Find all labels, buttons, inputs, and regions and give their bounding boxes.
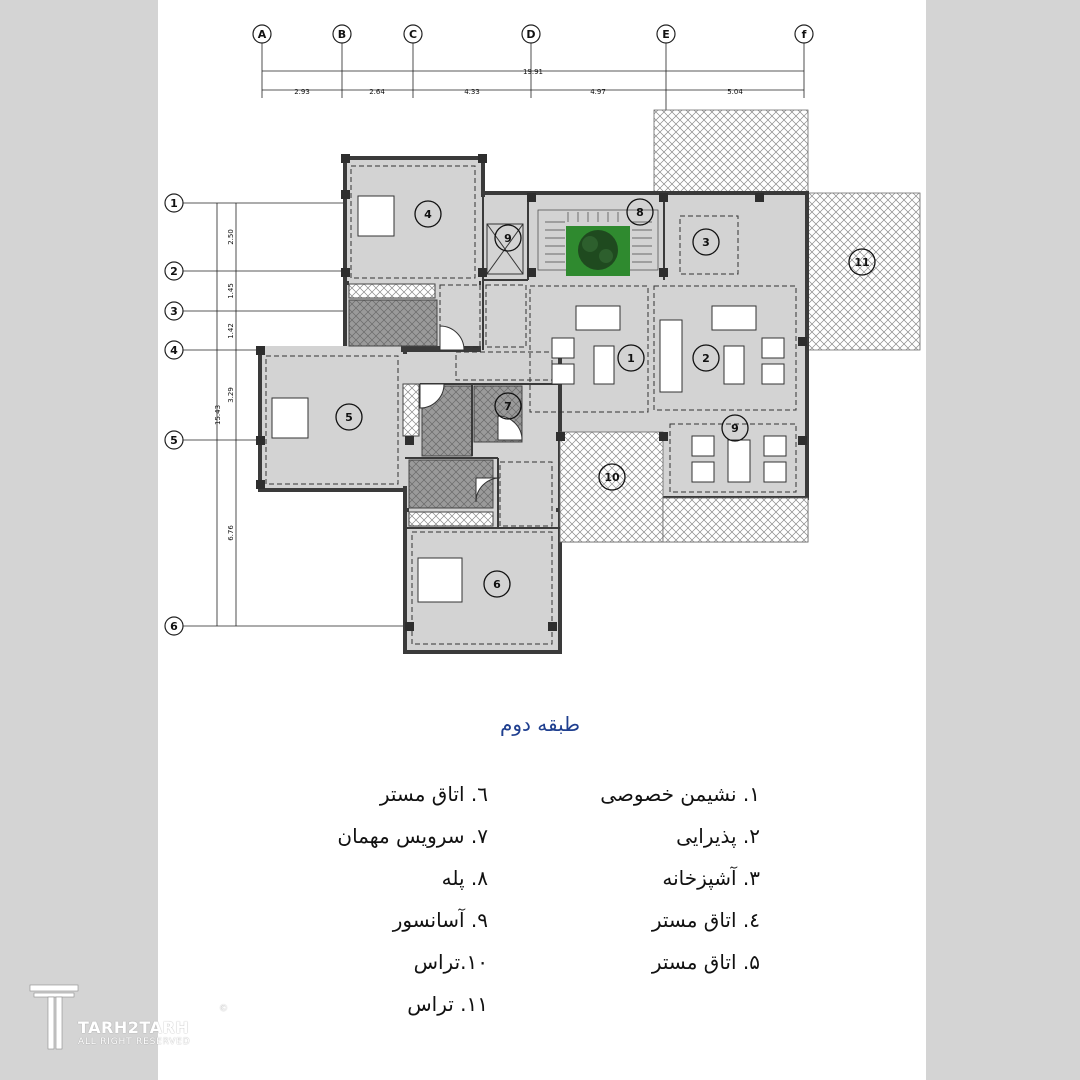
building-floor bbox=[260, 158, 807, 652]
axis-d: D bbox=[526, 28, 536, 41]
courtyard-tree bbox=[566, 226, 630, 276]
room-6-label: 6 bbox=[493, 578, 501, 591]
axis-3: 3 bbox=[170, 305, 178, 318]
legend-item: ۱۱. تراس bbox=[407, 992, 488, 1016]
room-2-label: 2 bbox=[702, 352, 710, 365]
dim-seg-4: 4.97 bbox=[590, 88, 606, 96]
room-8-label: 8 bbox=[636, 206, 644, 219]
axis-e: E bbox=[662, 28, 670, 41]
terrace-10-hatch-strip bbox=[663, 498, 808, 542]
dim-seg-2: 2.64 bbox=[369, 88, 385, 96]
dim-total-vertical: 15.43 bbox=[214, 404, 222, 426]
copyright-icon: © bbox=[219, 1004, 228, 1014]
axis-f: f bbox=[801, 28, 807, 41]
axis-b: B bbox=[337, 28, 347, 41]
axis-2: 2 bbox=[170, 265, 178, 278]
legend-left-column bbox=[270, 773, 488, 1025]
logo-name: TARH2TARH bbox=[78, 1018, 190, 1037]
legend-item: ۱. نشیمن خصوصی bbox=[600, 782, 760, 806]
room-11-label: 11 bbox=[854, 256, 870, 269]
room-5-label: 5 bbox=[345, 411, 353, 424]
legend-item: ٤. اتاق مستر bbox=[651, 908, 760, 932]
dim-total-horizontal: 19.91 bbox=[522, 68, 544, 76]
legend-right-column bbox=[520, 773, 760, 983]
legend-item: ۷. سرویس مهمان bbox=[337, 824, 488, 848]
room-9-elevator-label: 9 bbox=[504, 232, 512, 245]
logo-tagline: ALL RIGHT RESERVED bbox=[78, 1037, 191, 1047]
dim-seg-5: 5.04 bbox=[727, 88, 743, 96]
legend-item: ۸. پله bbox=[441, 866, 488, 890]
dim-seg-1: 2.93 bbox=[294, 88, 310, 96]
room-9-dining-label: 9 bbox=[731, 422, 739, 435]
room-7-label: 7 bbox=[504, 400, 512, 413]
legend-item: ۳. آشپزخانه bbox=[662, 866, 760, 890]
legend-item: ۱۰.تراس bbox=[413, 950, 488, 974]
legend-item: ۵. اتاق مستر bbox=[651, 950, 760, 974]
row-axis-markers bbox=[165, 194, 183, 635]
axis-5: 5 bbox=[170, 434, 178, 447]
axis-6: 6 bbox=[170, 620, 178, 633]
axis-4: 4 bbox=[170, 344, 178, 357]
dim-seg-3: 4.33 bbox=[464, 88, 480, 96]
dim-vseg-4: 3.29 bbox=[227, 387, 235, 403]
legend-item: ٦. اتاق مستر bbox=[379, 782, 488, 806]
axis-a: A bbox=[257, 28, 267, 41]
room-1-label: 1 bbox=[627, 352, 635, 365]
dim-vseg-2: 1.45 bbox=[227, 283, 235, 299]
legend-item: ۲. پذیرایی bbox=[676, 824, 760, 848]
axis-c: C bbox=[408, 28, 418, 41]
legend-item: ۹. آسانسور bbox=[392, 908, 488, 932]
dim-vseg-1: 2.50 bbox=[227, 229, 235, 245]
floor-title: طبقه دوم bbox=[499, 712, 581, 736]
room-4-label: 4 bbox=[424, 208, 432, 221]
room-10-label: 10 bbox=[604, 471, 620, 484]
column-axis-markers bbox=[253, 25, 813, 43]
dim-vseg-5: 6.76 bbox=[227, 525, 235, 541]
dim-vseg-3: 1.42 bbox=[227, 323, 235, 339]
axis-1: 1 bbox=[170, 197, 178, 210]
room-3-label: 3 bbox=[702, 236, 710, 249]
floor-plan-drawing bbox=[158, 0, 926, 700]
